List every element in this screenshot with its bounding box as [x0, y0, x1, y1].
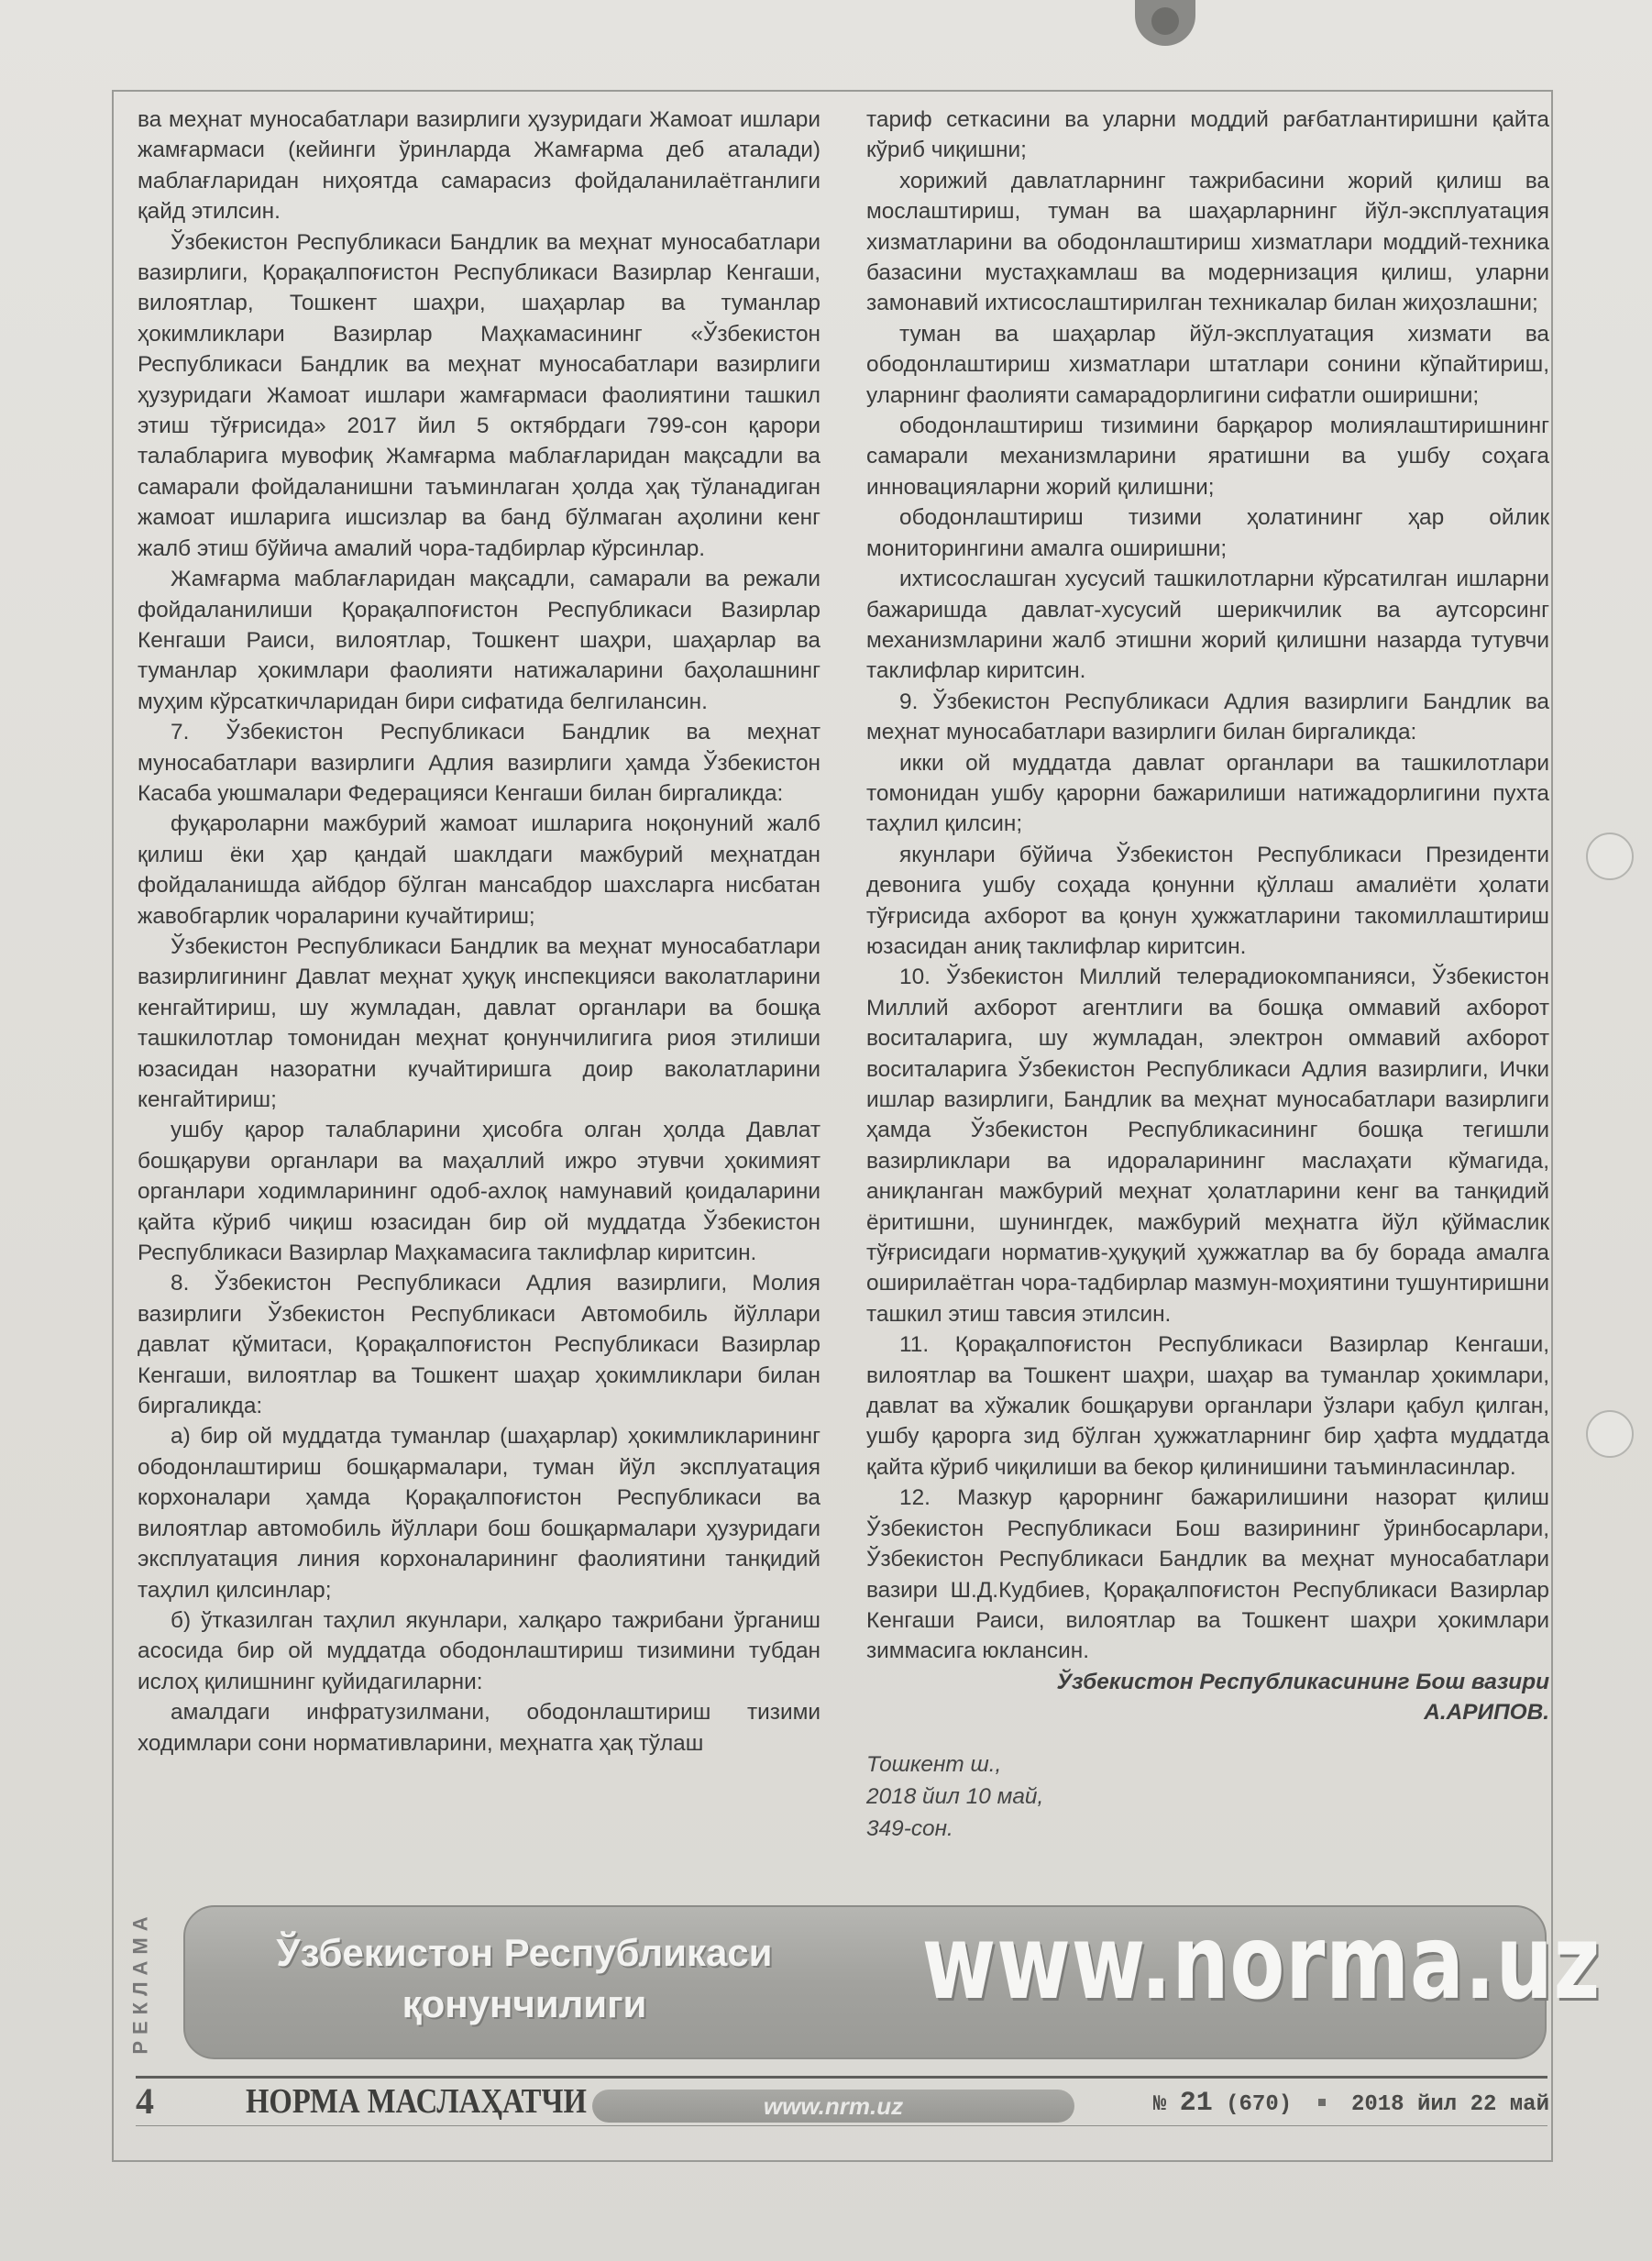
left-column	[138, 105, 820, 1759]
right-paragraph: хорижий давлатларнинг тажрибасини жорий қилиш ва мослаштириш, туман ва шаҳарларнинг йўл-эксплуатация хизматларини ва ободонлаштириш хизматлари моддий-техника базасини мустаҳкамлаш ва модернизация қилиш, уларни замонавий ихтисослаштирилган техникалар билан жиҳозлашни;	[866, 168, 1549, 316]
document-date: 2018 йил 10 май,	[866, 1783, 1044, 1809]
document-number: 349-сон.	[866, 1815, 953, 1841]
left-paragraph: амалдаги инфратузилмани, ободонлаштириш тизими ходимлари сони нормативларини, меҳнатга ҳақ тўлаш	[138, 1700, 820, 1756]
left-paragraph: 8. Ўзбекистон Республикаси Адлия вазирлиги, Молия вазирлиги Ўзбекистон Республикаси Автомобиль йўллари давлат қўмитаси, Қорақалпоғистон Республикаси Вазирлар Кенгаши, вилоятлар ва Тошкент шаҳар ҳокимликлари билан биргаликда:	[138, 1271, 820, 1419]
footer-rule-bottom	[136, 2125, 1547, 2126]
binding-hole-mark	[1135, 0, 1195, 46]
advert-line-2: қонунчилиги	[402, 1982, 647, 2025]
left-paragraph: ва меҳнат муносабатлари вазирлиги ҳузуридаги Жамоат ишлари жамғармаси (кейинги ўринларда Жамғарма деб аталади) маблағларидан ниҳоятда самарасиз фойдаланилаётганлиги қайд этилсин.	[138, 107, 820, 225]
issue-total: (670)	[1226, 2092, 1293, 2117]
right-paragraph: икки ой муддатда давлат органлари ва ташкилотлари томонидан ушбу қарорни бажарилиши натижадорлигини пухта таҳлил қилсин;	[866, 750, 1549, 837]
right-paragraph: туман ва шаҳарлар йўл-эксплуатация хизмати ва ободонлаштириш хизматлари штатлари сонини кўпайтириш, уларнинг фаолияти самарадорлигини сифатли оширишни;	[866, 321, 1549, 408]
right-paragraph: 10. Ўзбекистон Миллий телерадиокомпанияси, Ўзбекистон Миллий ахборот агентлиги ва бошқа оммавий ахборот воситаларига, шу жумладан, электрон оммавий ахборот воситаларига Ўзбекистон Республикаси Адлия вазирлиги, Ички ишлар вазирлиги, Бандлик ва меҳнат муносабатлари вазирлиги ҳамда Ўзбекистон Республикасининг бошқа тегишли вазирликлари ва идораларининг маслаҳати кўмагида, аниқланган мажбурий меҳнат ҳолатларини кенг ва танқидий ёритишни, шунингдек, мажбурий меҳнатга йўл қўймаслик тўғрисидаги норматив-ҳуқуқий ҳужжатлар ва бу борада амалга оширилаётган чора-тадбирлар мазмун-моҳиятини тушунтиришни ташкил этиш тавсия этилсин.	[866, 965, 1549, 1327]
left-paragraph: фуқароларни мажбурий жамоат ишларига ноқонуний жалб қилиш ёки ҳар қандай шаклдаги мажбурий меҳнатдан фойдаланишда айбдор бўлган мансабдор шахсларга нисбатан жавобгарлик чораларини кучайтириш;	[138, 811, 820, 929]
advert-site-link[interactable]: www.norma.uz	[921, 1903, 1602, 2023]
issue-number: 21	[1179, 2088, 1213, 2119]
left-paragraph: Жамғарма маблағларидан мақсадли, самарали ва режали фойдаланилиши Қорақалпоғистон Республикаси Вазирлар Кенгаши Раиси, вилоятлар, Тошкент шаҳри, шаҳарлар ва туманлар ҳокимлари фаолияти натижаларини баҳолашнинг муҳим кўрсаткичларидан бири сифатида белгилансин.	[138, 567, 820, 714]
punch-hole-top	[1586, 833, 1634, 880]
issue-info	[1096, 2088, 1549, 2119]
right-column	[866, 105, 1549, 1845]
right-paragraph: 11. Қорақалпоғистон Республикаси Вазирлар Кенгаши, вилоятлар ва Тошкент шаҳри, шаҳар ва туманлар ҳокимлари, давлат ва хўжалик бошқаруви органлари ўзлари қабул қилган, ушбу қарорга зид бўлган ҳужжатларнинг бир ҳафта муддатда қайта кўриб чиқилиши ва бекор қилинишини таъминласинлар.	[866, 1332, 1549, 1480]
signature-title: Ўзбекистон Республикасининг Бош вазири	[1056, 1669, 1549, 1694]
left-paragraph: а) бир ой муддатда туманлар (шаҳарлар) ҳокимликларининг ободонлаштириш бошқармалари, туман йўл эксплуатация корхоналари ҳамда Қорақалпоғистон Республикаси ва вилоятлар автомобиль йўллари бош бошқармалари ҳузуридаги эксплуатация линия корхоналарининг фаолиятини танқидий таҳлил қилсинлар;	[138, 1424, 820, 1603]
right-paragraph: тариф сеткасини ва уларни моддий рағбатлантиришни қайта кўриб чиқишни;	[866, 107, 1549, 163]
punch-hole-bottom	[1586, 1410, 1634, 1458]
advert-banner[interactable]	[183, 1903, 1602, 2059]
advert-label-text: РЕКЛАМА	[129, 1910, 153, 2055]
page-number: 4	[136, 2080, 154, 2122]
issue-prefix: №	[1152, 2092, 1167, 2117]
left-paragraph: Ўзбекистон Республикаси Бандлик ва меҳнат муносабатлари вазирлигининг Давлат меҳнат ҳуқуқ инспекцияси ваколатларини кенгайтириш, шу жумладан, давлат органлари ва бошқа ташкилотлар томонидан меҳнат қонунчилигига риоя этилиши юзасидан назоратни кучайтиришга доир ваколатларини кенгайтириш;	[138, 933, 820, 1112]
footer-rule	[136, 2076, 1547, 2079]
advert-title	[204, 1927, 845, 2030]
right-paragraph: якунлари бўйича Ўзбекистон Республикаси Президенти девонига ушбу соҳада қонунни қўллаш амалиёти ҳолати тўғрисида ахборот ва қонун ҳужжатларини такомиллаштириш юзасидан аниқ таклифлар киритсин.	[866, 842, 1549, 959]
left-paragraph: ушбу қарор талабларини ҳисобга олган ҳолда Давлат бошқаруви органлари ва маҳаллий ижро этувчи ҳокимият органлари ходимларининг одоб-ахлоқ намунавий қоидаларини қайта кўриб чиқиш юзасидан бир ой муддатда Ўзбекистон Республикаси Вазирлар Маҳкамасига таклифлар киритсин.	[138, 1118, 820, 1266]
left-paragraph: Ўзбекистон Республикаси Бандлик ва меҳнат муносабатлари вазирлиги, Қорақалпоғистон Республикаси Вазирлар Кенгаши, вилоятлар, Тошкент шаҳри, шаҳарлар ва туманлар ҳокимликлари Вазирлар Маҳкамасининг «Ўзбекистон Республикаси Бандлик ва меҳнат муносабатлари вазирлиги ҳузуридаги Жамоат ишлари жамғармаси фаолиятини ташкил этиш тўғрисида» 2017 йил 5 октябрдаги 799-сон қарори талабларига мувофиқ Жамғарма маблағларидан мақсадли ва самарали фойдаланишни таъминлаган ҳолда ҳақ тўланадиган жамоат ишларига ишсизлар ва банд бўлмаган аҳолини кенг жалб этиш бўйича амалий чора-тадбирлар кўрсинлар.	[138, 229, 820, 561]
advert-label	[125, 1909, 158, 2056]
signature-name: А.АРИПОВ.	[1424, 1700, 1549, 1726]
right-paragraph: 12. Мазкур қарорнинг бажарилишини назорат қилиш Ўзбекистон Республикаси Бош вазирининг ўринбосарлари, Ўзбекистон Республикаси Бандлик ва меҳнат муносабатлари вазири Ш.Д.Кудбиев, Қорақалпоғистон Республикаси Вазирлар Кенгаши Раиси, вилоятлар ва Тошкент шаҳри ҳокимлари зиммасига юклансин.	[866, 1485, 1549, 1664]
left-paragraph: б) ўтказилган таҳлил якунлари, халқаро тажрибани ўрганиш асосида бир ой муддатда ободонлаштириш тизимини тубдан ислоҳ қилишнинг қуйидагиларни:	[138, 1607, 820, 1694]
advert-line-1: Ўзбекистон Республикаси	[276, 1931, 773, 1974]
right-paragraph: ихтисослашган хусусий ташкилотларни кўрсатилган ишларни бажаришда давлат-хусусий шерикчилик ва аутсорсинг механизмларини жалб этишни жорий қилишни назарда тутувчи таклифлар киритсин.	[866, 567, 1549, 684]
right-paragraph: 9. Ўзбекистон Республикаси Адлия вазирлиги Бандлик ва меҳнат муносабатлари вазирлиги билан биргаликда:	[866, 689, 1549, 745]
right-paragraph: ободонлаштириш тизимини барқарор молиялаштиришнинг самарали механизмларини яратишни ва ушбу соҳага инновацияларни жорий қилишни;	[866, 414, 1549, 500]
left-paragraph: 7. Ўзбекистон Республикаси Бандлик ва меҳнат муносабатлари вазирлиги Адлия вазирлиги ҳамда Ўзбекистон Касаба уюшмалари Федерацияси Кенгаши билан биргаликда:	[138, 720, 820, 806]
place-city: Тошкент ш.,	[866, 1751, 1002, 1777]
place-date-block	[866, 1748, 1549, 1845]
footer-site-link[interactable]: www.nrm.uz	[592, 2090, 1074, 2123]
separator-dot-icon	[1318, 2099, 1326, 2106]
right-paragraph: ободонлаштириш тизими ҳолатининг ҳар ойлик мониторингини амалга оширишни;	[866, 505, 1549, 561]
issue-date: 2018 йил 22 май	[1350, 2092, 1549, 2117]
newspaper-name: НОРМА МАСЛАҲАТЧИ	[246, 2082, 587, 2121]
